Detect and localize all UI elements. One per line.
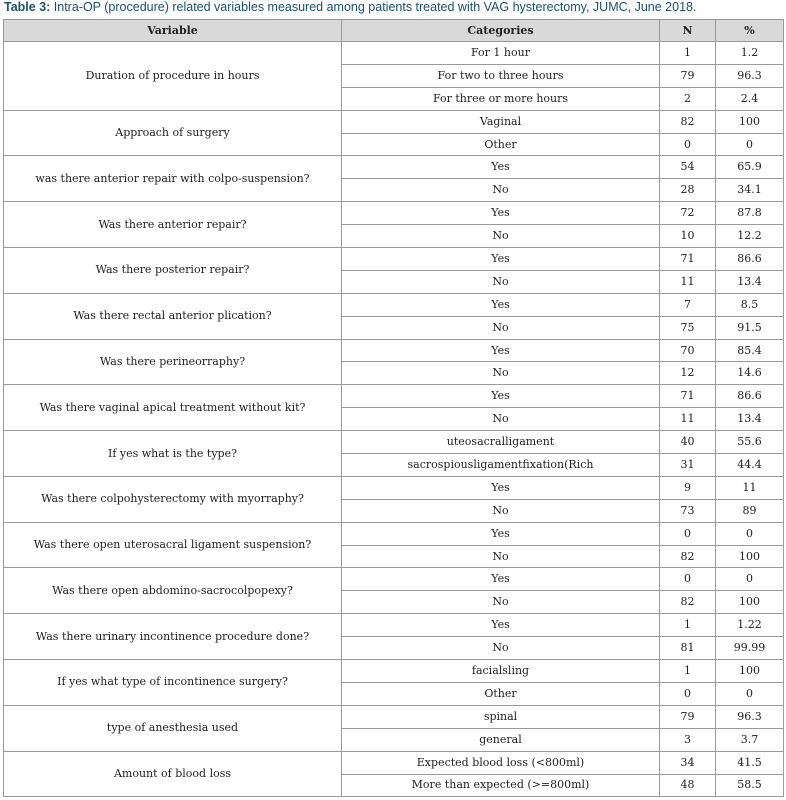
table-row xyxy=(4,522,784,545)
percent-cell: 100 xyxy=(716,110,784,133)
percent-cell: 87.8 xyxy=(716,202,784,225)
n-cell: 11 xyxy=(660,408,716,431)
n-cell: 79 xyxy=(660,705,716,728)
variable-cell: Duration of procedure in hours xyxy=(4,42,342,111)
percent-cell: 58.5 xyxy=(716,774,784,797)
caption-text: Intra-OP (procedure) related variables measured among patients treated with VAG hysterectomy, JUMC, June 2018. xyxy=(50,0,697,14)
percent-cell: 55.6 xyxy=(716,431,784,454)
n-cell: 2 xyxy=(660,87,716,110)
percent-cell: 44.4 xyxy=(716,454,784,477)
category-cell: uteosacralligament xyxy=(342,431,660,454)
header-variable: Variable xyxy=(4,20,342,42)
percent-cell: 13.4 xyxy=(716,270,784,293)
category-cell: Vaginal xyxy=(342,110,660,133)
n-cell: 1 xyxy=(660,614,716,637)
n-cell: 79 xyxy=(660,64,716,87)
category-cell: sacrospiousligamentfixation(Rich xyxy=(342,454,660,477)
variable-cell: Approach of surgery xyxy=(4,110,342,156)
variable-cell: Amount of blood loss xyxy=(4,751,342,797)
percent-cell: 86.6 xyxy=(716,248,784,271)
table-row xyxy=(4,110,784,133)
category-cell: No xyxy=(342,408,660,431)
category-cell: No xyxy=(342,179,660,202)
category-cell: Yes xyxy=(342,248,660,271)
table-row xyxy=(4,42,784,65)
category-cell: Yes xyxy=(342,614,660,637)
percent-cell: 8.5 xyxy=(716,293,784,316)
category-cell: For 1 hour xyxy=(342,42,660,65)
category-cell: No xyxy=(342,637,660,660)
table-row xyxy=(4,156,784,179)
n-cell: 11 xyxy=(660,270,716,293)
header-n: N xyxy=(660,20,716,42)
percent-cell: 0 xyxy=(716,568,784,591)
percent-cell: 3.7 xyxy=(716,728,784,751)
variable-cell: Was there rectal anterior plication? xyxy=(4,293,342,339)
variable-cell: type of anesthesia used xyxy=(4,705,342,751)
category-cell: general xyxy=(342,728,660,751)
percent-cell: 2.4 xyxy=(716,87,784,110)
n-cell: 34 xyxy=(660,751,716,774)
category-cell: Other xyxy=(342,133,660,156)
table-row xyxy=(4,476,784,499)
variable-cell: If yes what is the type? xyxy=(4,431,342,477)
variable-cell: was there anterior repair with colpo-suspension? xyxy=(4,156,342,202)
table-row xyxy=(4,431,784,454)
n-cell: 82 xyxy=(660,545,716,568)
percent-cell: 96.3 xyxy=(716,64,784,87)
table-caption xyxy=(4,0,696,15)
table-row xyxy=(4,614,784,637)
n-cell: 81 xyxy=(660,637,716,660)
n-cell: 12 xyxy=(660,362,716,385)
n-cell: 0 xyxy=(660,682,716,705)
category-cell: Other xyxy=(342,682,660,705)
n-cell: 1 xyxy=(660,660,716,683)
percent-cell: 100 xyxy=(716,591,784,614)
percent-cell: 1.2 xyxy=(716,42,784,65)
percent-cell: 34.1 xyxy=(716,179,784,202)
percent-cell: 99.99 xyxy=(716,637,784,660)
category-cell: Yes xyxy=(342,522,660,545)
variable-cell: Was there anterior repair? xyxy=(4,202,342,248)
table-row xyxy=(4,568,784,591)
variable-cell: Was there urinary incontinence procedure done? xyxy=(4,614,342,660)
n-cell: 3 xyxy=(660,728,716,751)
table-row xyxy=(4,248,784,271)
table-header-row xyxy=(4,20,784,42)
variable-cell: Was there colpohysterectomy with myorraphy? xyxy=(4,476,342,522)
n-cell: 82 xyxy=(660,110,716,133)
n-cell: 7 xyxy=(660,293,716,316)
variable-cell: Was there posterior repair? xyxy=(4,248,342,294)
n-cell: 0 xyxy=(660,568,716,591)
category-cell: No xyxy=(342,316,660,339)
table-row xyxy=(4,202,784,225)
category-cell: No xyxy=(342,362,660,385)
percent-cell: 89 xyxy=(716,499,784,522)
category-cell: For two to three hours xyxy=(342,64,660,87)
table-row xyxy=(4,751,784,774)
variable-cell: Was there open uterosacral ligament suspension? xyxy=(4,522,342,568)
percent-cell: 12.2 xyxy=(716,225,784,248)
table-body xyxy=(4,42,784,797)
n-cell: 75 xyxy=(660,316,716,339)
variable-cell: If yes what type of incontinence surgery? xyxy=(4,660,342,706)
n-cell: 9 xyxy=(660,476,716,499)
table-row xyxy=(4,385,784,408)
n-cell: 0 xyxy=(660,133,716,156)
category-cell: Expected blood loss (<800ml) xyxy=(342,751,660,774)
n-cell: 71 xyxy=(660,248,716,271)
percent-cell: 86.6 xyxy=(716,385,784,408)
category-cell: facialsling xyxy=(342,660,660,683)
category-cell: Yes xyxy=(342,568,660,591)
percent-cell: 65.9 xyxy=(716,156,784,179)
category-cell: Yes xyxy=(342,385,660,408)
percent-cell: 91.5 xyxy=(716,316,784,339)
n-cell: 70 xyxy=(660,339,716,362)
n-cell: 72 xyxy=(660,202,716,225)
variable-cell: Was there vaginal apical treatment without kit? xyxy=(4,385,342,431)
variable-cell: Was there perineorraphy? xyxy=(4,339,342,385)
header-categories: Categories xyxy=(342,20,660,42)
n-cell: 1 xyxy=(660,42,716,65)
n-cell: 82 xyxy=(660,591,716,614)
n-cell: 31 xyxy=(660,454,716,477)
category-cell: Yes xyxy=(342,202,660,225)
n-cell: 40 xyxy=(660,431,716,454)
category-cell: For three or more hours xyxy=(342,87,660,110)
percent-cell: 0 xyxy=(716,133,784,156)
data-table xyxy=(3,19,784,797)
percent-cell: 0 xyxy=(716,682,784,705)
category-cell: No xyxy=(342,591,660,614)
percent-cell: 96.3 xyxy=(716,705,784,728)
category-cell: Yes xyxy=(342,339,660,362)
header-percent: % xyxy=(716,20,784,42)
n-cell: 71 xyxy=(660,385,716,408)
category-cell: No xyxy=(342,225,660,248)
caption-label: Table 3: xyxy=(4,0,51,14)
category-cell: spinal xyxy=(342,705,660,728)
n-cell: 10 xyxy=(660,225,716,248)
n-cell: 28 xyxy=(660,179,716,202)
table-row xyxy=(4,293,784,316)
percent-cell: 14.6 xyxy=(716,362,784,385)
table-row xyxy=(4,660,784,683)
category-cell: Yes xyxy=(342,156,660,179)
percent-cell: 13.4 xyxy=(716,408,784,431)
percent-cell: 85.4 xyxy=(716,339,784,362)
category-cell: No xyxy=(342,270,660,293)
percent-cell: 100 xyxy=(716,545,784,568)
category-cell: More than expected (>=800ml) xyxy=(342,774,660,797)
n-cell: 54 xyxy=(660,156,716,179)
percent-cell: 11 xyxy=(716,476,784,499)
category-cell: No xyxy=(342,499,660,522)
category-cell: Yes xyxy=(342,476,660,499)
category-cell: Yes xyxy=(342,293,660,316)
percent-cell: 100 xyxy=(716,660,784,683)
percent-cell: 41.5 xyxy=(716,751,784,774)
n-cell: 48 xyxy=(660,774,716,797)
category-cell: No xyxy=(342,545,660,568)
percent-cell: 0 xyxy=(716,522,784,545)
n-cell: 73 xyxy=(660,499,716,522)
variable-cell: Was there open abdomino-sacrocolpopexy? xyxy=(4,568,342,614)
table-row xyxy=(4,339,784,362)
table-row xyxy=(4,705,784,728)
percent-cell: 1.22 xyxy=(716,614,784,637)
n-cell: 0 xyxy=(660,522,716,545)
